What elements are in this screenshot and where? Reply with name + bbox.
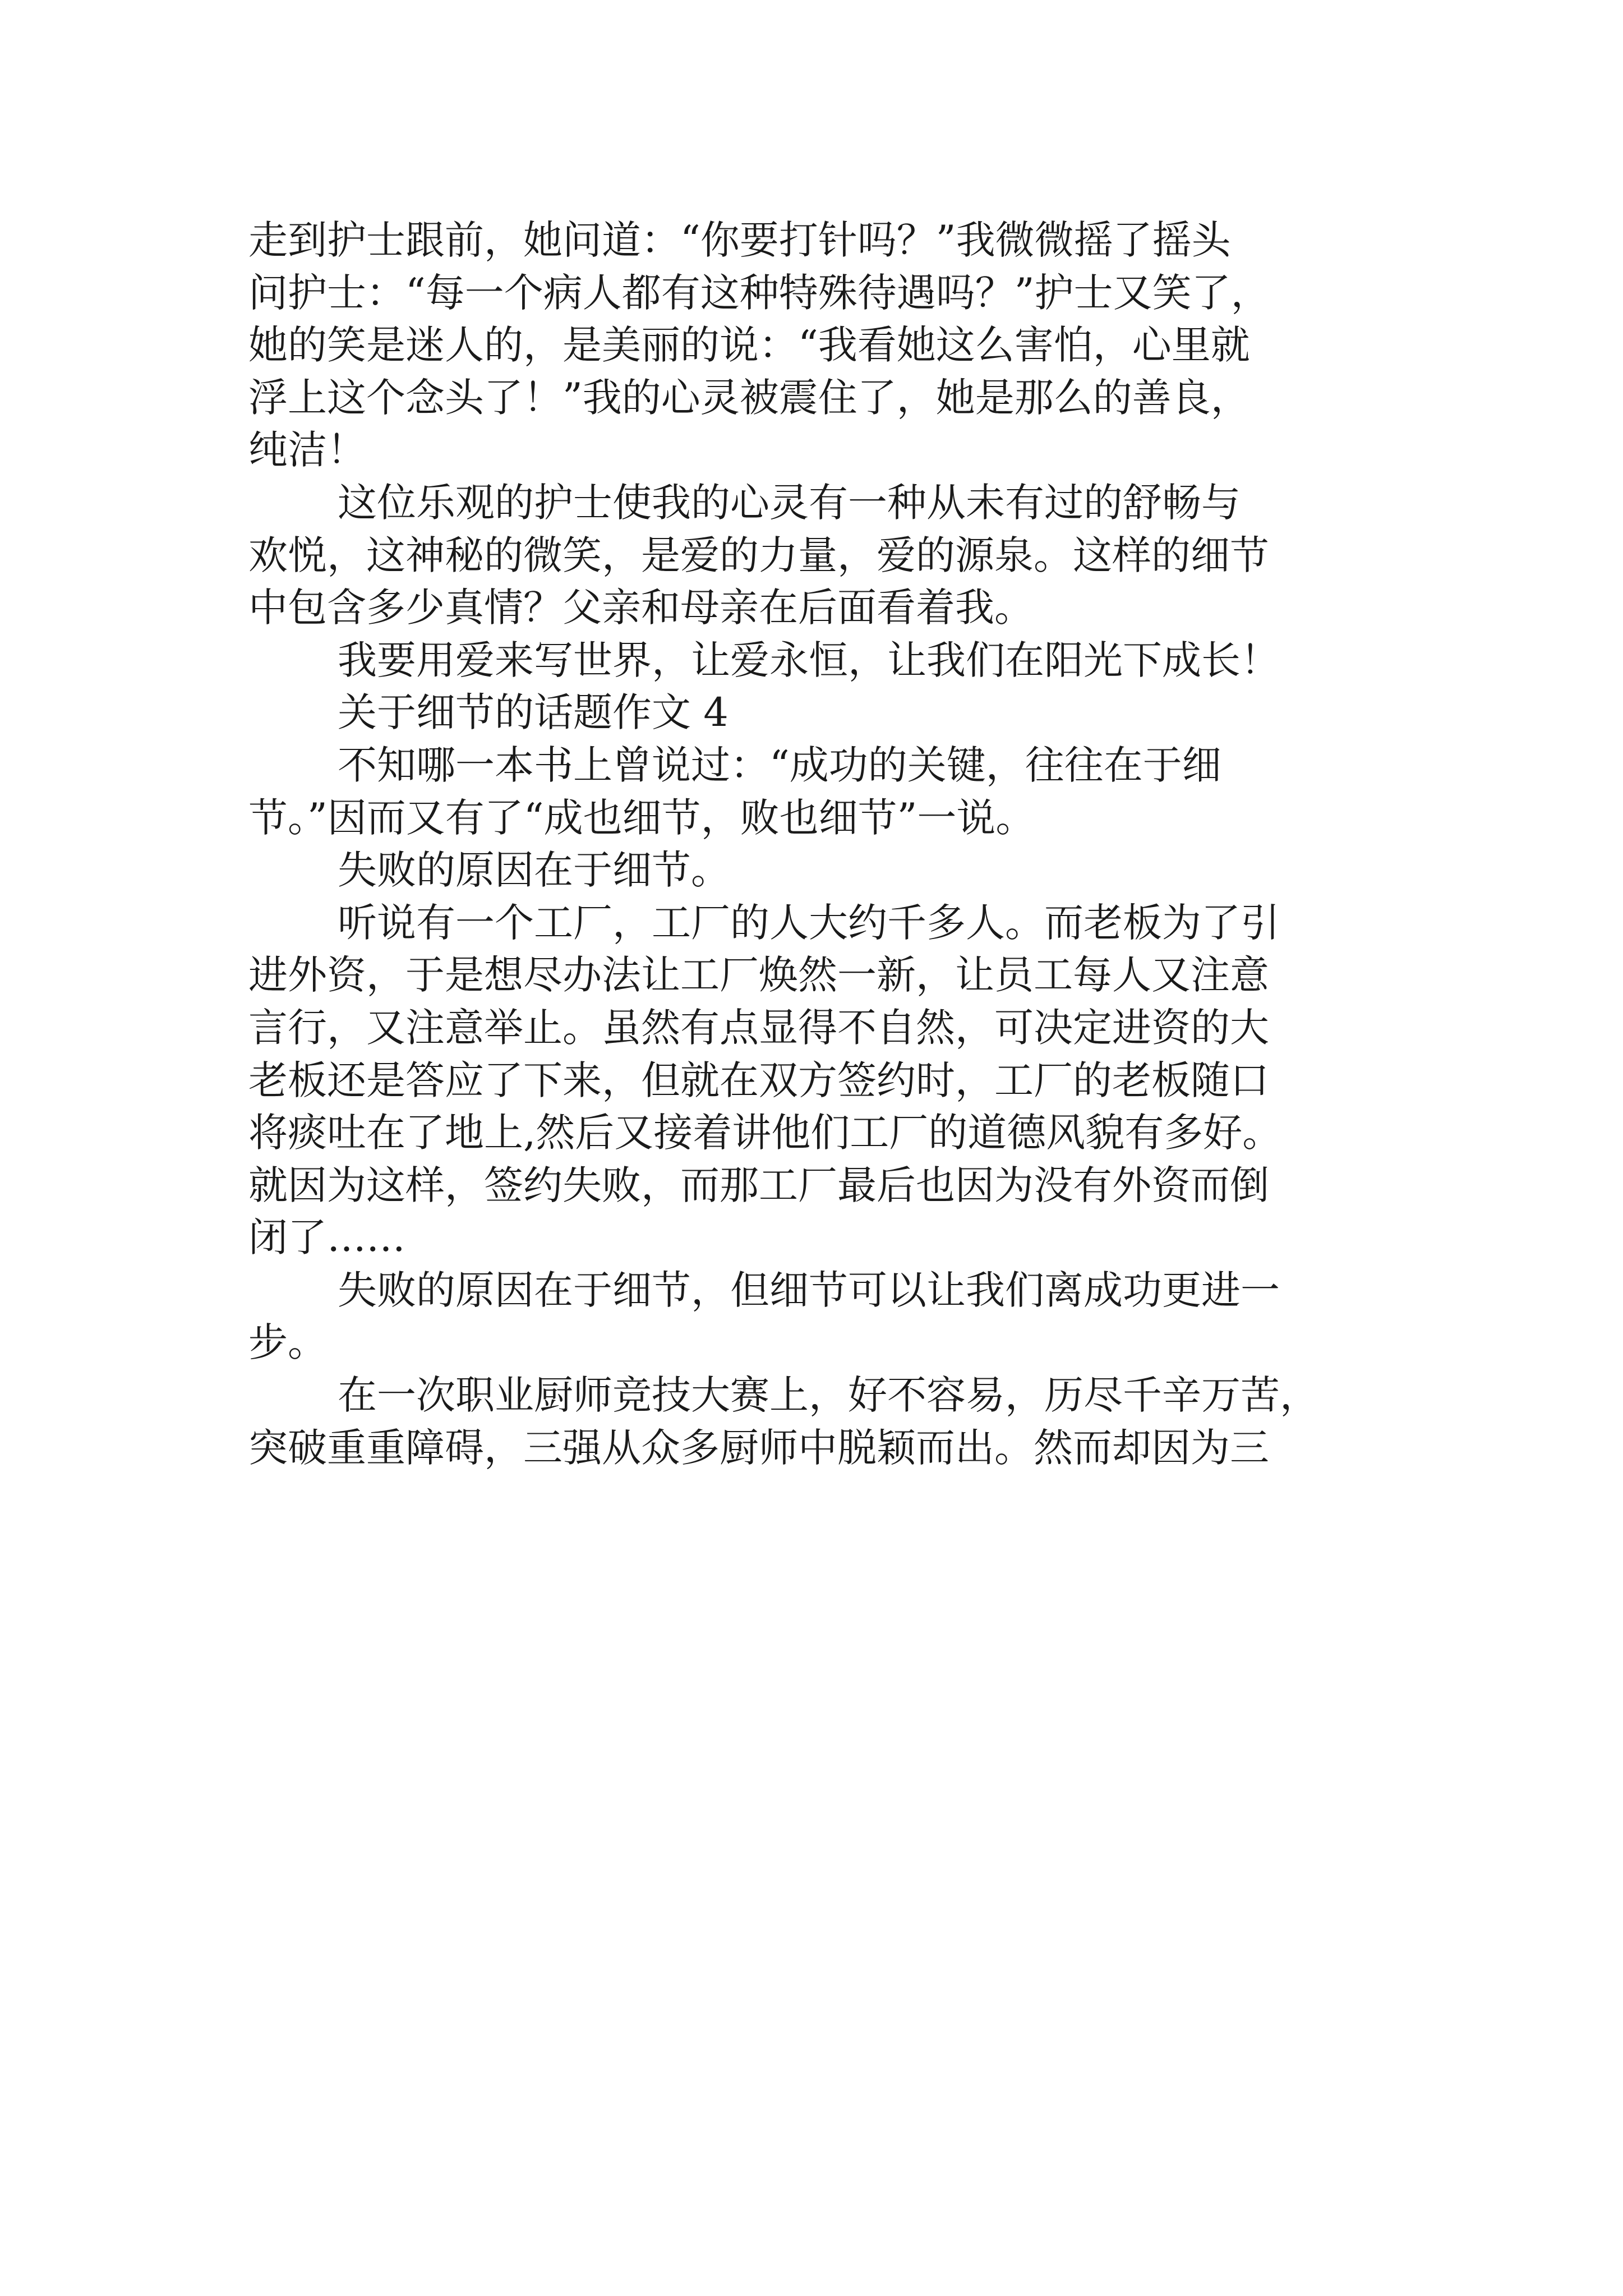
paragraph bbox=[248, 739, 1381, 844]
text-line: 失败的原因在于细节。 bbox=[338, 847, 730, 894]
text-line: 将痰吐在了地上,然后又接着讲他们工厂的道德风貌有多好。 bbox=[248, 1110, 1282, 1156]
text-line: 浮上这个念头了！”我的心灵被震住了，她是那么的善良， bbox=[248, 374, 1250, 421]
paragraph bbox=[248, 634, 1381, 687]
document-body bbox=[248, 214, 1381, 1474]
text-line: 突破重重障碍，三强从众多厨师中脱颖而出。然而却因为三 bbox=[248, 1424, 1269, 1471]
text-line: 闭了…… bbox=[248, 1214, 405, 1261]
text-line: 在一次职业厨师竞技大赛上，好不容易，历尽千辛万苦， bbox=[338, 1372, 1319, 1419]
text-line: 老板还是答应了下来，但就在双方签约时，工厂的老板随口 bbox=[248, 1057, 1269, 1103]
paragraph bbox=[248, 1369, 1381, 1474]
paragraph bbox=[248, 214, 1381, 477]
paragraph bbox=[248, 477, 1381, 634]
text-line: 节。”因而又有了“成也细节，败也细节”一说。 bbox=[248, 794, 1035, 841]
text-line: 听说有一个工厂，工厂的人大约千多人。而老板为了引 bbox=[338, 899, 1280, 946]
text-line: 走到护士跟前，她问道：“你要打针吗？”我微微摇了摇头 bbox=[248, 217, 1231, 263]
text-line: 纯洁！ bbox=[248, 427, 366, 473]
paragraph bbox=[248, 844, 1381, 897]
text-line: 这位乐观的护士使我的心灵有一种从未有过的舒畅与 bbox=[338, 479, 1241, 526]
text-line: 问护士：“每一个病人都有这种特殊待遇吗？”护士又笑了， bbox=[248, 269, 1270, 316]
text-line: 她的笑是迷人的，是美丽的说：“我看她这么害怕，心里就 bbox=[248, 322, 1250, 369]
text-line: 失败的原因在于细节，但细节可以让我们离成功更进一 bbox=[338, 1267, 1280, 1313]
text-line: 我要用爱来写世界，让爱永恒，让我们在阳光下成长！ bbox=[338, 637, 1280, 683]
text-line: 言行，又注意举止。虽然有点显得不自然，可决定进资的大 bbox=[248, 1004, 1269, 1051]
text-line: 欢悦，这神秘的微笑，是爱的力量，爱的源泉。这样的细节 bbox=[248, 532, 1269, 578]
paragraph bbox=[248, 1264, 1381, 1369]
text-line: 不知哪一本书上曾说过：“成功的关键，往往在于细 bbox=[338, 742, 1221, 788]
text-line: 就因为这样，签约失败，而那工厂最后也因为没有外资而倒 bbox=[248, 1162, 1269, 1208]
text-line: 步。 bbox=[248, 1319, 327, 1366]
section-heading bbox=[248, 687, 1381, 739]
paragraph bbox=[248, 897, 1381, 1264]
heading-text: 关于细节的话题作文 4 bbox=[338, 689, 728, 736]
text-line: 中包含多少真情？父亲和母亲在后面看着我。 bbox=[248, 585, 1034, 631]
text-line: 进外资，于是想尽办法让工厂焕然一新，让员工每人又注意 bbox=[248, 952, 1269, 999]
